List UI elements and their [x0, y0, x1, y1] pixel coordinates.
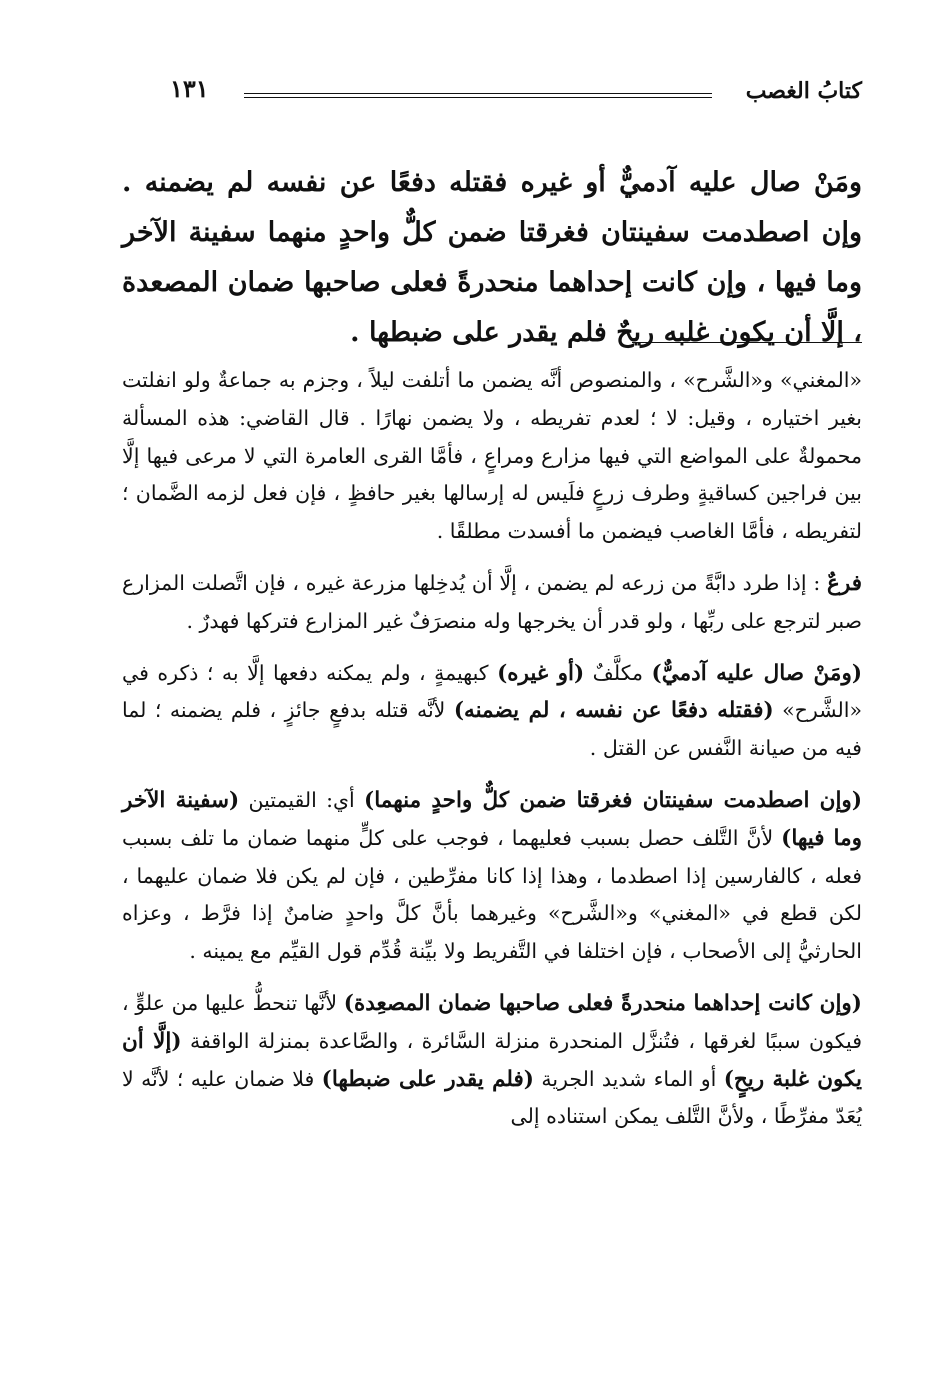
far-text: : إذا طرد دابَّةً من زرعه لم يضمن ، إلَّا أن يُدخِلها مزرعة غيره ، فإن اتَّصلت المزارع صبر لترجع على ربِّها ، ولو قدر أن يخرجها وله منصرَفٌ غير المزارع فتركها فهدرٌ . [122, 570, 862, 633]
commentary-text: مكلَّفٌ [584, 660, 652, 685]
header-rule [244, 93, 712, 98]
commentary-paragraph-2 [122, 565, 862, 641]
commentary-text: لأنَّ التَّلف حصل بسبب فعليهما ، فوجب على كلٍّ منهما ضمان ما تلف بسبب فعله ، كالفارسين إذا اصطدما ، وهذا إذا كانا مفرِّطين ، فإن لم يكن فلا ضمان عليهما ، لكن قطع في «المغني» و«الشَّرح» وغيرهما بأنَّ كلَّ واحدٍ ضامنٌ إذا فرَّط ، وعزاه الحارثيُّ إلى الأصحاب ، فإن اختلفا في التَّفريط ولا بيِّنة قُدِّم قول القيِّم مع يمينه . [122, 825, 862, 964]
commentary-text: لأنَّه قتله بدفعٍ جائزٍ ، فلم يضمنه ؛ لما فيه من صيانة النَّفس عن القتل . [122, 698, 862, 761]
quoted-matn: (إلَّا أن يكون غلبة ريحٍ) [122, 1028, 862, 1092]
matn-separator [632, 342, 862, 343]
commentary-paragraph-1: «المغني» و«الشَّرح» ، والمنصوص أنَّه يضمن ما أتلفت ليلاً ، وجزم به جماعةٌ ولو انفلتت بغير اختياره ، وقيل: لا ؛ لعدم تفريطه ، ولا يضمن نهارًا . قال القاضي: هذه المسألة محمولةٌ على المواضع التي فيها مزارع ومراعٍ ، فأمَّا القرى العامرة التي لا مرعى فيها إلَّا بين فراجين كساقيةٍ وطرف زرعٍ فلَيس له إرسالها بغير حافظٍ ، فإن فعل لزمه الضَّمان ؛ لتفريطه ، فأمَّا الغاصب فيضمن ما أفسدت مطلقًا . [122, 368, 862, 544]
commentary-paragraph-4 [122, 782, 862, 971]
quoted-matn: (وإن اصطدمت سفينتان فغرقتا ضمن كلٌّ واحدٍ منهما) [364, 787, 862, 813]
commentary-text: كبهيمةٍ ، ولم يمكنه دفعها إلَّا به ؛ ذكره في «الشَّرح» [122, 660, 863, 723]
matn-text: ومَنْ صال عليه آدميٌّ أو غيره فقتله دفعًا عن نفسه لم يضمنه . وإن اصطدمت سفينتان فغرقتا ضمن كلٌّ واحدٍ منهما سفينة الآخر وما فيها ، وإن كانت إحداهما منحدرةً فعلى صاحبها ضمان المصعدة ، إلَّا أن يكون غلبه ريحٌ فلم يقدر على ضبطها . [122, 167, 862, 348]
commentary-text: أو الماء شديد الجرية [533, 1066, 724, 1091]
commentary-text: فلا ضمان عليه ؛ لأنَّه لا يُعَدّ مفرِّطًا ، ولأنَّ التَّلف يمكن استناده إلى [122, 1066, 862, 1129]
quoted-matn: (وإن كانت إحداهما منحدرةً فعلى صاحبها ضمان المصعِدة) [343, 990, 862, 1016]
quoted-matn: (ومَنْ صال عليه آدميٌّ) [651, 660, 862, 686]
commentary-text: أي: القيمتين [239, 787, 365, 812]
quoted-matn: (فلم يقدر على ضبطها) [321, 1066, 534, 1092]
commentary-paragraph-5 [122, 985, 862, 1136]
running-title: كتابُ الغصب [745, 78, 862, 104]
quoted-matn: (فقتله دفعًا عن نفسه ، لم يضمنه) [453, 698, 774, 724]
page-number: ١٣١ [170, 74, 209, 103]
commentary [122, 362, 862, 1150]
quoted-matn: (سفينة الآخر وما فيها) [122, 787, 862, 851]
far-heading: فرعٌ [827, 570, 862, 596]
commentary-text: لأنَّها تنحطُّ عليها من علوٍّ ، فيكون سببًا لغرقها ، فتُنزَّل المنحدرة منزلة السَّائرة ، والصَّاعدة بمنزلة الواقفة [122, 990, 863, 1053]
page-header [122, 72, 862, 112]
commentary-paragraph-3 [122, 655, 862, 768]
quoted-matn: (أو غيره) [497, 660, 585, 686]
